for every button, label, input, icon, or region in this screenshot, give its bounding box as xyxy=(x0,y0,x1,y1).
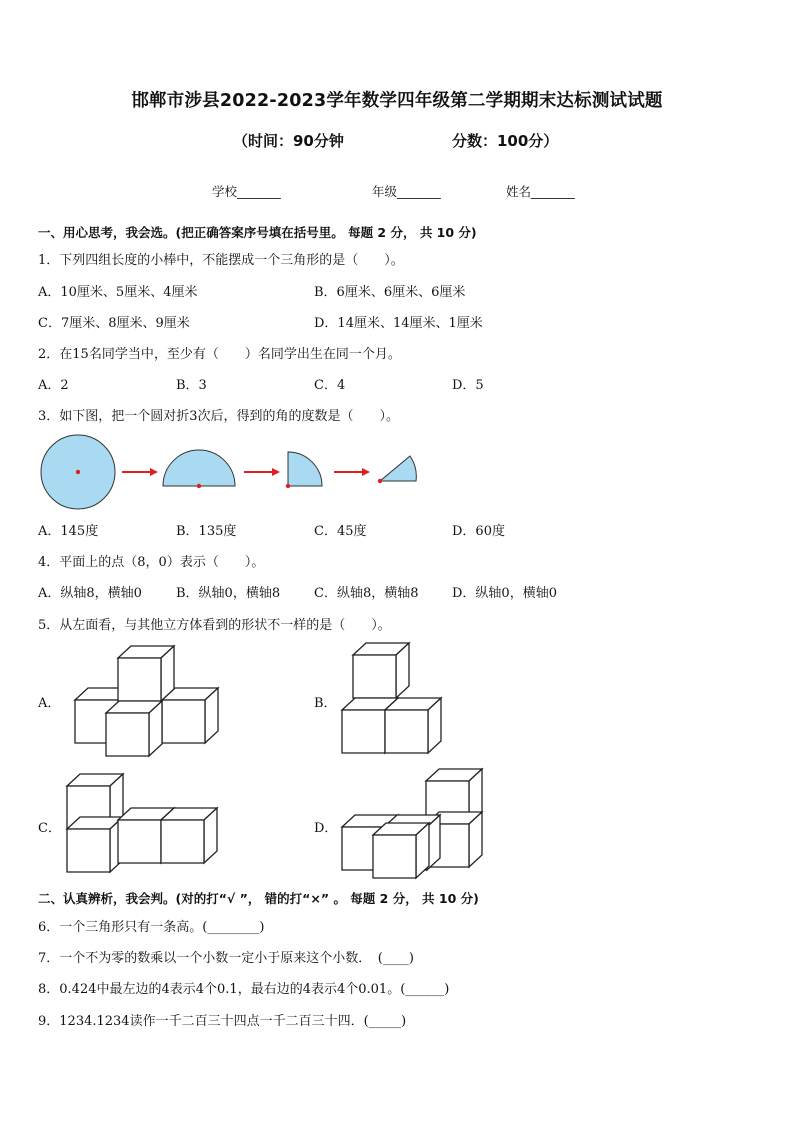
cube-c xyxy=(67,817,123,872)
option-a: A．145度 xyxy=(38,524,99,539)
option-a: A．10厘米、5厘米、4厘米 xyxy=(38,285,198,300)
question-text: 6．一个三角形只有一条高。(________) xyxy=(38,920,265,935)
cube-b xyxy=(353,643,409,698)
question-text: 4．平面上的点（8，0）表示（ ）。 xyxy=(38,555,265,570)
question-text: 5．从左面看，与其他立方体看到的形状不一样的是（ ）。 xyxy=(38,618,391,633)
option-d: D．60度 xyxy=(452,524,505,539)
option-a: A． xyxy=(38,696,61,711)
cube-d xyxy=(373,823,429,878)
option-b: B．6厘米、6厘米、6厘米 xyxy=(314,285,466,300)
option-b: B．3 xyxy=(176,378,207,393)
grade-field: 年级_______ xyxy=(372,184,441,199)
question-text: 3．如下图，把一个圆对折3次后，得到的角的度数是（ ）。 xyxy=(38,409,400,424)
page-title: 邯郸市涉县2022-2023学年数学四年级第二学期期末达标测试试题 xyxy=(131,91,663,111)
option-d: D．纵轴0，横轴0 xyxy=(452,586,557,601)
section-heading: 二、认真辨析，我会判。(对的打“√ ”， 错的打“×” 。 每题 2 分， 共 10 分) xyxy=(38,891,479,906)
cube-a xyxy=(118,646,174,701)
school-field: 学校_______ xyxy=(212,184,281,199)
question-text: 9．1234.1234读作一千二百三十四点一千二百三十四．(_____) xyxy=(38,1014,407,1029)
option-c: C．纵轴8，横轴8 xyxy=(314,586,419,601)
option-c: C． xyxy=(38,821,61,836)
option-b: B． xyxy=(314,696,337,711)
option-c: C．7厘米、8厘米、9厘米 xyxy=(38,316,190,331)
option-b: B．纵轴0，横轴8 xyxy=(176,586,281,601)
question-text: 7．一个不为零的数乘以一个小数一定小于原来这个小数． (____) xyxy=(38,951,414,966)
exam-time: （时间：90分钟 xyxy=(233,132,344,150)
cube-b xyxy=(385,698,441,753)
cube-c xyxy=(161,808,217,863)
option-d: D．14厘米、14厘米、1厘米 xyxy=(314,316,483,331)
option-d: D． xyxy=(314,821,338,836)
question-text: 1．下列四组长度的小棒中，不能摆成一个三角形的是（ ）。 xyxy=(38,253,404,268)
cube-a xyxy=(162,688,218,743)
question-text: 2．在15名同学当中，至少有（ ）名同学出生在同一个月。 xyxy=(38,347,401,362)
exam-score: 分数：100分） xyxy=(452,132,559,150)
question-text: 8．0.424中最左边的4表示4个0.1，最右边的4表示4个0.01。(______) xyxy=(38,982,450,997)
option-c: C．45度 xyxy=(314,524,367,539)
option-b: B．135度 xyxy=(176,524,237,539)
name-field: 姓名_______ xyxy=(506,184,575,199)
section-heading: 一、用心思考，我会选。(把正确答案序号填在括号里。 每题 2 分， 共 10 分) xyxy=(38,225,477,240)
cube-a xyxy=(106,701,162,756)
option-a: A．2 xyxy=(38,378,69,393)
option-c: C．4 xyxy=(314,378,346,393)
option-d: D．5 xyxy=(452,378,484,393)
option-a: A．纵轴8，横轴0 xyxy=(38,586,142,601)
